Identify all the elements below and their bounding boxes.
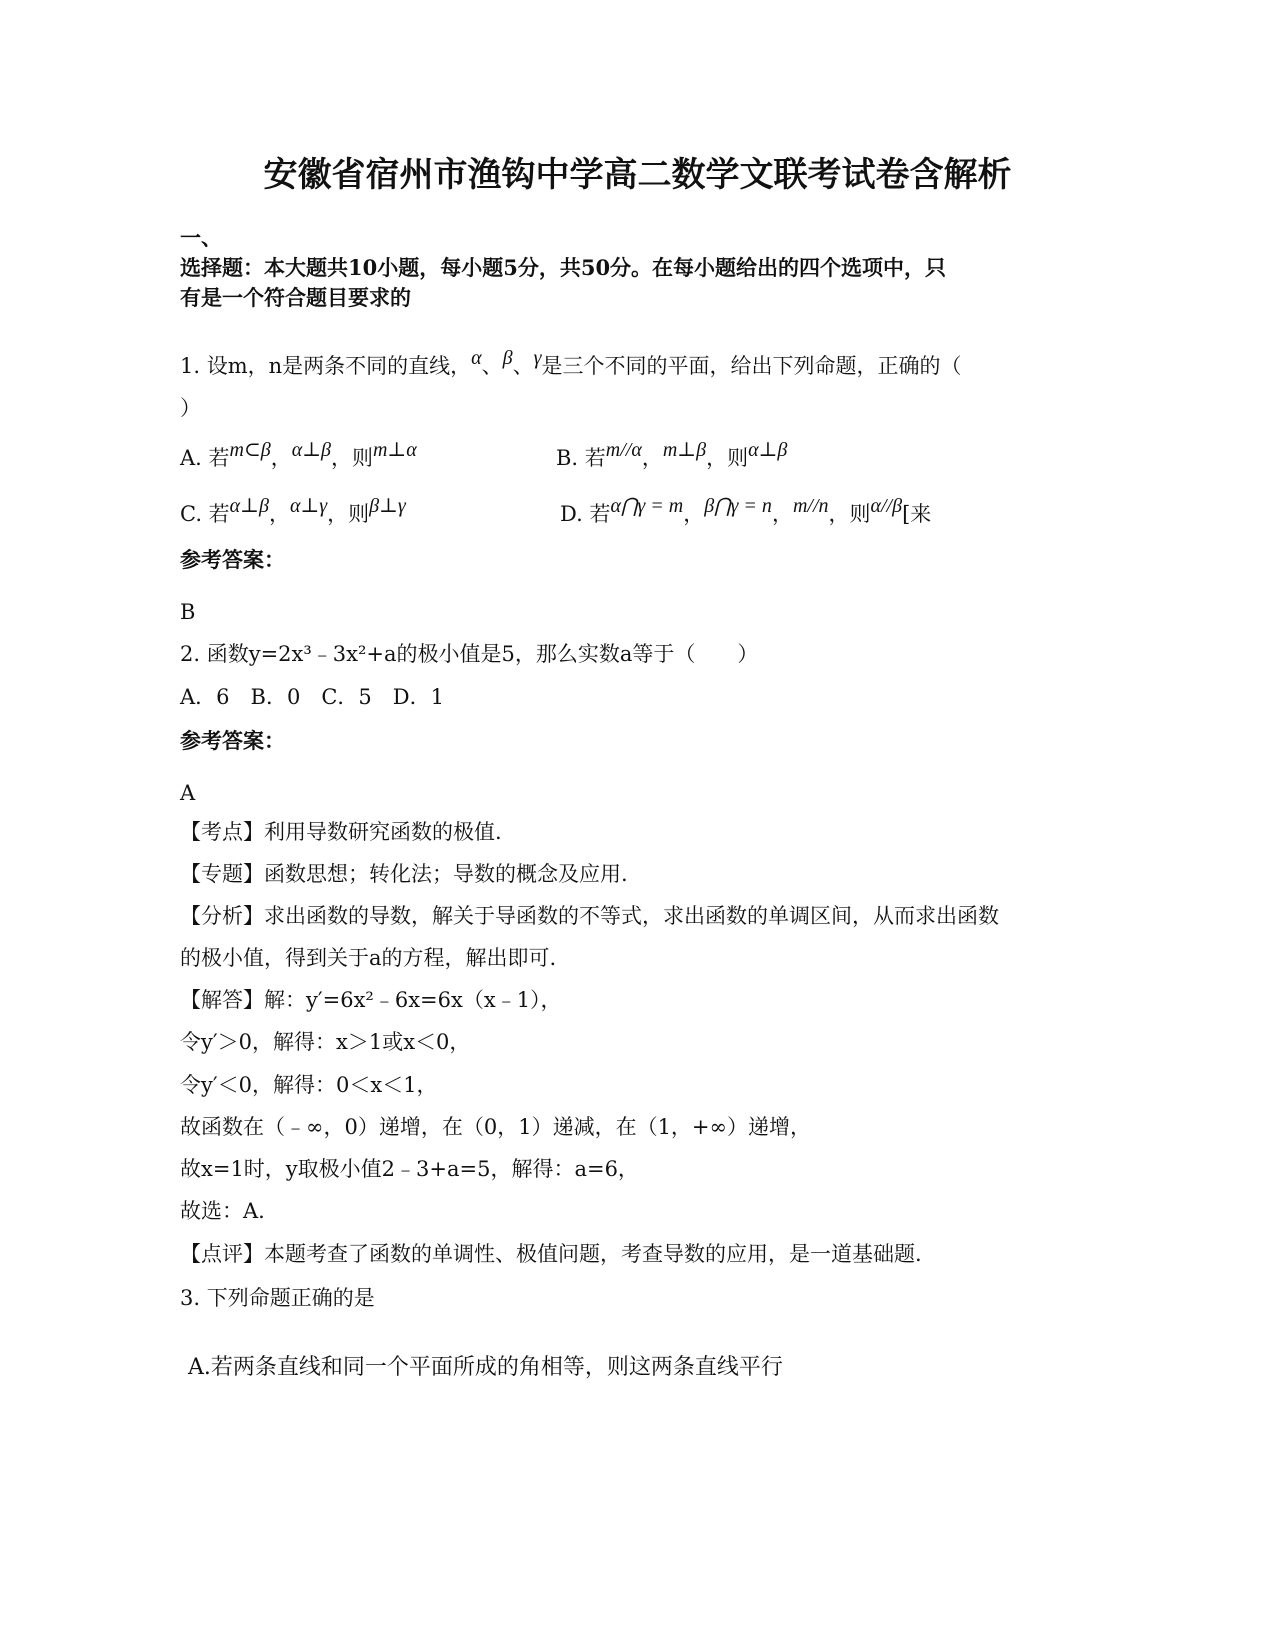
option-c-math-1: α⊥β (229, 495, 269, 517)
q2-answer-label: 参考答案： (180, 728, 285, 753)
q2-analysis-line: 【解答】解：y′=6x²﹣6x=6x（x﹣1）， (180, 988, 562, 1012)
q2-analysis-line: 【分析】求出函数的导数，解关于导函数的不等式，求出函数的单调区间，从而求出函数 (180, 904, 999, 928)
q1-stem-start: 1. 设m，n是两条不同的直线， (180, 354, 472, 378)
option-a-math-3: m⊥α (372, 439, 417, 461)
page-title: 安徽省宿州市渔钩中学高二数学文联考试卷含解析 (263, 155, 1012, 195)
q1-answer-label: 参考答案： (180, 547, 285, 572)
option-d-math-3: m//n (792, 495, 829, 517)
option-c-math-2: α⊥γ (289, 495, 328, 517)
q2-analysis-line: 【点评】本题考查了函数的单调性、极值问题，考查导数的应用，是一道基础题. (180, 1242, 922, 1266)
q2-analysis-line: 故x=1时，y取极小值2﹣3+a=5，解得：a=6， (180, 1157, 639, 1181)
option-b-math-2: m⊥β (662, 439, 707, 461)
q2-options: A．6 B．0 C．5 D．1 (180, 685, 444, 709)
q2-analysis-line: 令y′＜0，解得：0＜x＜1， (180, 1073, 438, 1097)
option-a-comma: ， (270, 446, 292, 470)
q2-answer: A (180, 781, 196, 805)
q1-option-b (556, 439, 788, 473)
q1-answer: B (180, 600, 196, 624)
q1-sep-1: 、 (481, 354, 503, 378)
option-c-math-3: β⊥γ (369, 495, 406, 517)
beta-symbol: β (502, 347, 513, 369)
option-d-math-4: α//β (870, 495, 903, 517)
option-d-prefix: D. 若 (560, 502, 611, 526)
q3-option-a: A.若两条直线和同一个平面所成的角相等，则这两条直线平行 (188, 1355, 783, 1380)
option-a-prefix: A. 若 (180, 446, 230, 470)
q2-analysis-line: 的极小值，得到关于a的方程，解出即可. (180, 946, 557, 970)
q3-stem: 3. 下列命题正确的是 (180, 1286, 375, 1310)
section-heading-line1: 选择题：本大题共10小题，每小题5分，共50分。在每小题给出的四个选项中，只 (180, 255, 947, 280)
q1-sep-2: 、 (512, 354, 534, 378)
q1-option-a (180, 439, 417, 473)
q1-stem-close: ） (180, 396, 201, 420)
option-b-math-3: α⊥β (748, 439, 788, 461)
gamma-symbol: γ (533, 347, 542, 369)
option-b-then: ，则 (706, 446, 749, 470)
alpha-symbol: α (471, 347, 482, 369)
option-d-comma-2: ， (771, 502, 793, 526)
option-c-comma: ， (268, 502, 290, 526)
option-b-comma: ， (641, 446, 663, 470)
q2-analysis-line: 【专题】函数思想；转化法；导数的概念及应用. (180, 862, 628, 886)
option-a-math-2: α⊥β (291, 439, 331, 461)
q2-stem: 2. 函数y=2x³﹣3x²+a的极小值是5，那么实数a等于（ ） (180, 642, 759, 666)
option-a-then: ，则 (330, 446, 373, 470)
option-b-math-1: m//α (605, 439, 642, 461)
q1-option-d (560, 495, 932, 529)
option-d-tail: [来 (902, 502, 932, 526)
q1-stem-end: 是三个不同的平面，给出下列命题，正确的（ (541, 354, 962, 378)
q1-stem (180, 347, 962, 381)
q2-analysis-line: 故函数在（﹣∞，0）递增，在（0，1）递减，在（1，+∞）递增， (180, 1115, 812, 1139)
q2-analysis-line: 故选：A. (180, 1199, 265, 1223)
option-d-then: ，则 (828, 502, 871, 526)
section-number: 一、 (180, 225, 222, 250)
option-d-comma-1: ， (683, 502, 705, 526)
option-d-math-1: α⋂γ = m (610, 495, 684, 517)
option-d-math-2: β⋂γ = n (704, 495, 772, 517)
option-b-prefix: B. 若 (556, 446, 606, 470)
option-a-math-1: m⊂β (229, 439, 271, 461)
q2-analysis-line: 【考点】利用导数研究函数的极值. (180, 820, 502, 844)
option-c-prefix: C. 若 (180, 502, 230, 526)
section-heading-line2: 有是一个符合题目要求的 (180, 285, 411, 310)
option-c-then: ，则 (327, 502, 370, 526)
q2-analysis-line: 令y′＞0，解得：x＞1或x＜0， (180, 1030, 471, 1054)
q1-option-c (180, 495, 406, 529)
